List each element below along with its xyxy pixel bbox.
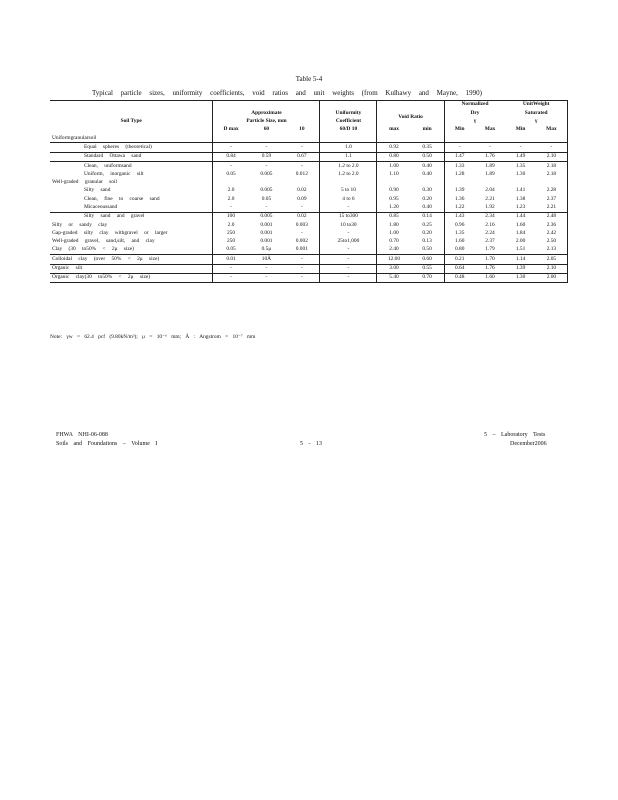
value-cell: -	[249, 143, 285, 152]
value-cell: -	[320, 255, 377, 264]
value-cell: 4 to 6	[320, 195, 377, 203]
table-row	[50, 264, 568, 273]
value-cell: 0.80	[377, 152, 411, 161]
value-cell: 0.84	[213, 152, 249, 161]
value-cell: -	[284, 162, 320, 171]
value-cell: 1.51	[515, 246, 526, 253]
value-cell	[320, 179, 377, 187]
value-cell: 1.38	[515, 195, 526, 202]
value-cell: 2.24	[485, 229, 495, 236]
value-cell: 2.40	[377, 246, 411, 255]
value-cell: 100	[213, 212, 249, 221]
table-number: Table 5-4	[295, 75, 323, 83]
value-cell: 1.47	[444, 152, 475, 161]
value-cell: 0.001	[260, 221, 273, 228]
value-cell: 0.50	[422, 246, 432, 253]
value-cell: 1.39	[444, 187, 475, 195]
value-cell: 1.35	[444, 229, 475, 237]
value-cell: 1.49	[505, 152, 536, 161]
value-cell: 1.84	[515, 229, 526, 236]
header-cu: 60/D 10	[320, 126, 377, 134]
value-cell: 1.00	[377, 229, 411, 237]
value-cell: 2.21	[485, 195, 495, 202]
header-emin: min	[422, 126, 432, 133]
soil-type-cell: Gap-graded silty clay withgravel or larger	[52, 229, 168, 236]
header-approximate: Approximate	[213, 109, 320, 117]
table-row	[50, 273, 568, 282]
value-cell: 12.00	[377, 255, 411, 264]
value-cell: 1.22	[444, 204, 475, 213]
value-cell	[411, 179, 445, 187]
value-cell: 0.48	[444, 273, 475, 282]
value-cell: 0.20	[422, 195, 432, 202]
value-cell: 0.005	[260, 187, 273, 194]
value-cell: 0.01	[213, 255, 249, 264]
footer-right-2: December2006	[510, 441, 547, 447]
value-cell	[411, 134, 445, 143]
soil-type-cell: Colloidal clay (over 50% < 2μ size)	[50, 255, 213, 264]
soil-type-cell: Organic silt	[50, 264, 213, 273]
value-cell: 2.18	[536, 162, 568, 171]
soil-type-cell: Standard Ottawa sand	[50, 152, 213, 161]
value-cell: 0.55	[411, 264, 445, 273]
value-cell	[444, 179, 475, 187]
value-cell: 3.00	[377, 264, 411, 273]
value-cell: 0.21	[444, 255, 475, 264]
value-cell: 1.30	[505, 273, 536, 282]
soil-type-cell: Uniform, inorganic silt	[84, 170, 144, 177]
value-cell	[444, 134, 475, 143]
value-cell: 0.09	[297, 195, 307, 202]
value-cell: 0.14	[411, 212, 445, 221]
value-cell	[505, 134, 536, 143]
table-row	[50, 179, 568, 187]
soil-type-cell: Clean, fine to coarse sand	[84, 195, 160, 202]
value-cell: 0.70	[377, 238, 411, 246]
table-row	[50, 229, 568, 237]
value-cell: 1.2 to 2.0	[320, 162, 377, 171]
value-cell: 1.80	[377, 221, 411, 229]
value-cell: 2.0	[213, 187, 249, 195]
value-cell: -	[475, 143, 506, 152]
value-cell: 0.90	[377, 187, 411, 195]
value-cell: 0.13	[422, 238, 432, 245]
header-min-sat: Min	[515, 126, 526, 133]
value-cell: -	[249, 264, 285, 273]
value-cell: 0.001	[260, 238, 273, 245]
value-cell: -	[249, 273, 285, 282]
header-gamma-dry: γ	[444, 118, 505, 126]
value-cell: -	[320, 273, 377, 282]
value-cell: -	[265, 204, 268, 210]
value-cell: 0.20	[422, 229, 432, 236]
value-cell: -	[249, 162, 285, 171]
value-cell: 2.50	[536, 238, 568, 246]
value-cell: 2.05	[536, 255, 568, 264]
value-cell: 0.05	[213, 170, 249, 178]
value-cell: -	[505, 143, 536, 152]
value-cell: 2.0	[213, 195, 249, 203]
value-cell: 2.10	[536, 152, 568, 161]
header-d10: 10	[299, 126, 305, 133]
value-cell	[377, 179, 411, 187]
value-cell: -	[284, 273, 320, 282]
value-cell: 1.36	[444, 195, 475, 203]
value-cell: 1.92	[485, 204, 495, 210]
value-cell: 2.28	[536, 187, 568, 195]
value-cell: 2.04	[485, 187, 495, 194]
value-cell	[213, 179, 249, 187]
value-cell: -	[536, 143, 568, 152]
value-cell: -	[320, 204, 377, 213]
value-cell: 0.25	[422, 221, 432, 228]
value-cell: 1.41	[515, 187, 526, 194]
value-cell: 2.18	[536, 170, 568, 178]
header-min-dry: Min	[444, 126, 475, 134]
value-cell: -	[320, 246, 377, 255]
value-cell: 0.95	[377, 195, 411, 203]
header-gamma-sat: γ	[505, 118, 567, 126]
value-cell	[320, 134, 377, 143]
header-unit-weight: UnitWeight	[505, 101, 567, 110]
value-cell: 0.02	[297, 187, 307, 194]
value-cell: 0.67	[284, 152, 320, 161]
header-void-ratio: Void Ratio	[377, 109, 444, 126]
header-normalized: Normalized	[444, 101, 505, 110]
header-saturated: Saturated	[505, 109, 567, 117]
table-row	[50, 143, 568, 152]
value-cell: 0.05	[261, 195, 272, 202]
value-cell: -	[320, 264, 377, 273]
value-cell: -	[284, 264, 320, 273]
value-cell: 1.44	[505, 212, 536, 221]
value-cell: 0.002	[295, 238, 308, 245]
header-emax: max	[377, 126, 411, 134]
soil-type-cell: Equal spheres (theoretical)	[50, 143, 213, 152]
header-d60: 60	[263, 126, 270, 133]
value-cell: 1.1	[320, 152, 377, 161]
value-cell: 1.00	[377, 162, 411, 171]
table-body	[50, 134, 568, 283]
soil-type-cell: Silty sand	[84, 187, 111, 194]
table-row	[50, 221, 568, 229]
value-cell: 1.76	[475, 152, 506, 161]
value-cell: 0.003	[295, 221, 308, 228]
soil-type-cell: Clay (30 to50% < 2μ size)	[52, 246, 134, 253]
value-cell: 0.85	[377, 212, 411, 221]
value-cell: 1.89	[485, 170, 495, 177]
soil-type-cell: Micaceoussand	[84, 204, 118, 210]
value-cell: 1.43	[444, 212, 475, 221]
value-cell: -	[213, 273, 249, 282]
value-cell: 2.37	[485, 238, 495, 245]
value-cell: 0.80	[444, 246, 475, 255]
value-cell: 1.76	[475, 264, 506, 273]
footer-right-1: 5 – Laboratory Tests	[484, 432, 546, 438]
soil-type-cell: Well-graded gravel, sand,silt, and clay	[52, 238, 155, 245]
value-cell: 1.60	[475, 273, 506, 282]
value-cell: 0.96	[444, 221, 475, 229]
value-cell: 5.40	[377, 273, 411, 282]
header-max-dry: Max	[484, 126, 496, 133]
value-cell: -	[300, 204, 303, 210]
value-cell: 1.14	[505, 255, 536, 264]
value-cell	[505, 179, 536, 187]
value-cell: 1.28	[444, 170, 475, 178]
value-cell: 250	[213, 229, 249, 237]
value-cell: 0.05	[213, 246, 249, 255]
header-dmax: D max	[213, 126, 249, 134]
table-row	[50, 212, 568, 221]
value-cell	[249, 179, 285, 187]
soil-type-cell: Organic clay(30 to50% < 2μ size)	[50, 273, 213, 282]
value-cell: -	[284, 143, 320, 152]
value-cell: 0.001	[260, 229, 273, 236]
header-coefficient: Coefficient	[320, 118, 377, 126]
value-cell: 2.34	[475, 212, 506, 221]
value-cell: 2.00	[515, 238, 526, 245]
table-row	[50, 170, 568, 178]
table-row	[50, 162, 568, 171]
table-caption: Typical particle sizes, uniformity coefficients, void ratios and unit weights (from Kulhawy and Mayne, 1990)	[92, 89, 482, 97]
value-cell: 25to1,000	[320, 238, 377, 246]
soil-type-cell: Silty sand and gravel	[50, 212, 213, 221]
value-cell: 10 to30	[320, 221, 377, 229]
value-cell: 15 to300	[320, 212, 377, 221]
header-soil-type: Soil Type	[120, 118, 142, 125]
value-cell: -	[284, 255, 320, 264]
value-cell: 1.23	[515, 204, 526, 210]
table-row	[50, 187, 568, 195]
value-cell: 0.001	[295, 246, 308, 253]
table-row	[50, 238, 568, 246]
value-cell: -	[320, 229, 377, 237]
soil-properties-table	[50, 100, 568, 283]
value-cell: 2.00	[536, 273, 568, 282]
value-cell: 1.0	[320, 143, 377, 152]
value-cell: 2.42	[536, 229, 568, 237]
value-cell: 0.60	[411, 255, 445, 264]
value-cell: 1.60	[444, 238, 475, 246]
value-cell: 10Å	[249, 255, 285, 264]
value-cell: 0.30	[422, 187, 432, 194]
value-cell: -	[444, 143, 475, 152]
value-cell: 1.60	[515, 221, 526, 228]
value-cell: 1.35	[505, 162, 536, 171]
table-row	[50, 246, 568, 255]
value-cell: 0.40	[422, 204, 432, 210]
value-cell: 1.20	[377, 204, 411, 213]
soil-type-cell: Well-graded granular soil	[52, 179, 117, 186]
value-cell	[377, 134, 411, 143]
value-cell: -	[300, 229, 303, 236]
header-max-sat: Max	[536, 126, 568, 134]
value-cell: 0.70	[411, 273, 445, 282]
value-cell: 0.40	[411, 162, 445, 171]
value-cell: 5 to 10	[320, 187, 377, 195]
footer-left-2: Soils and Foundations – Volume I	[56, 441, 158, 447]
soil-type-cell: Silty or sandy clay	[52, 221, 108, 228]
value-cell: -	[213, 143, 249, 152]
value-cell: 0.5μ	[261, 246, 272, 253]
value-cell: 1.79	[485, 246, 495, 253]
value-cell	[249, 134, 285, 143]
value-cell: 2.0	[213, 221, 249, 229]
value-cell: 250	[213, 238, 249, 246]
value-cell: 0.40	[422, 170, 432, 177]
value-cell: 2.21	[536, 204, 568, 213]
value-cell: -	[213, 264, 249, 273]
table-row	[50, 204, 568, 213]
value-cell: 0.50	[411, 152, 445, 161]
value-cell	[536, 134, 568, 143]
value-cell: -	[213, 162, 249, 171]
value-cell: 0.005	[249, 212, 285, 221]
value-cell: 0.59	[249, 152, 285, 161]
value-cell: 2.10	[536, 264, 568, 273]
value-cell: 0.35	[411, 143, 445, 152]
value-cell: -	[213, 204, 249, 213]
table-row	[50, 255, 568, 264]
value-cell: 0.02	[284, 212, 320, 221]
value-cell: 0.012	[295, 170, 308, 177]
value-cell: 0.64	[444, 264, 475, 273]
value-cell	[475, 179, 506, 187]
table-row	[50, 195, 568, 203]
value-cell: 2.13	[536, 246, 568, 255]
value-cell: 0.005	[260, 170, 273, 177]
value-cell: 2.37	[536, 195, 568, 203]
table-row	[50, 134, 568, 143]
header-dry: Dry	[444, 109, 505, 117]
value-cell: 2.36	[536, 221, 568, 229]
value-cell	[284, 179, 320, 187]
header-uniformity: Uniformity	[320, 109, 377, 117]
value-cell	[536, 179, 568, 187]
value-cell: 1.33	[444, 162, 475, 171]
page-number: 5 - 13	[300, 441, 322, 447]
value-cell	[213, 134, 249, 143]
soil-type-cell: Clean, uniformsand	[50, 162, 213, 171]
value-cell: 1.2 to 2.0	[320, 170, 377, 178]
value-cell	[284, 134, 320, 143]
value-cell: 1.89	[475, 162, 506, 171]
value-cell: 1.39	[505, 264, 536, 273]
value-cell: 1.30	[515, 170, 526, 177]
value-cell: 2.48	[536, 212, 568, 221]
value-cell: 0.92	[377, 143, 411, 152]
table-row	[50, 152, 568, 161]
table-note: Note: γw = 62.4 pcf (9.80kN/m³); μ = 10⁻⁶ mm; Å : Angstrom = 10⁻⁷ mm	[50, 334, 256, 340]
header-particle-size: Particle Size, mm	[213, 118, 320, 126]
value-cell: 2.16	[485, 221, 495, 228]
value-cell: 1.10	[377, 170, 411, 178]
soil-type-cell: Uniformgranularsoil	[52, 134, 97, 141]
value-cell: 1.70	[475, 255, 506, 264]
footer-left-1: FHWA NHI-06-088	[56, 432, 108, 438]
value-cell	[475, 134, 506, 143]
